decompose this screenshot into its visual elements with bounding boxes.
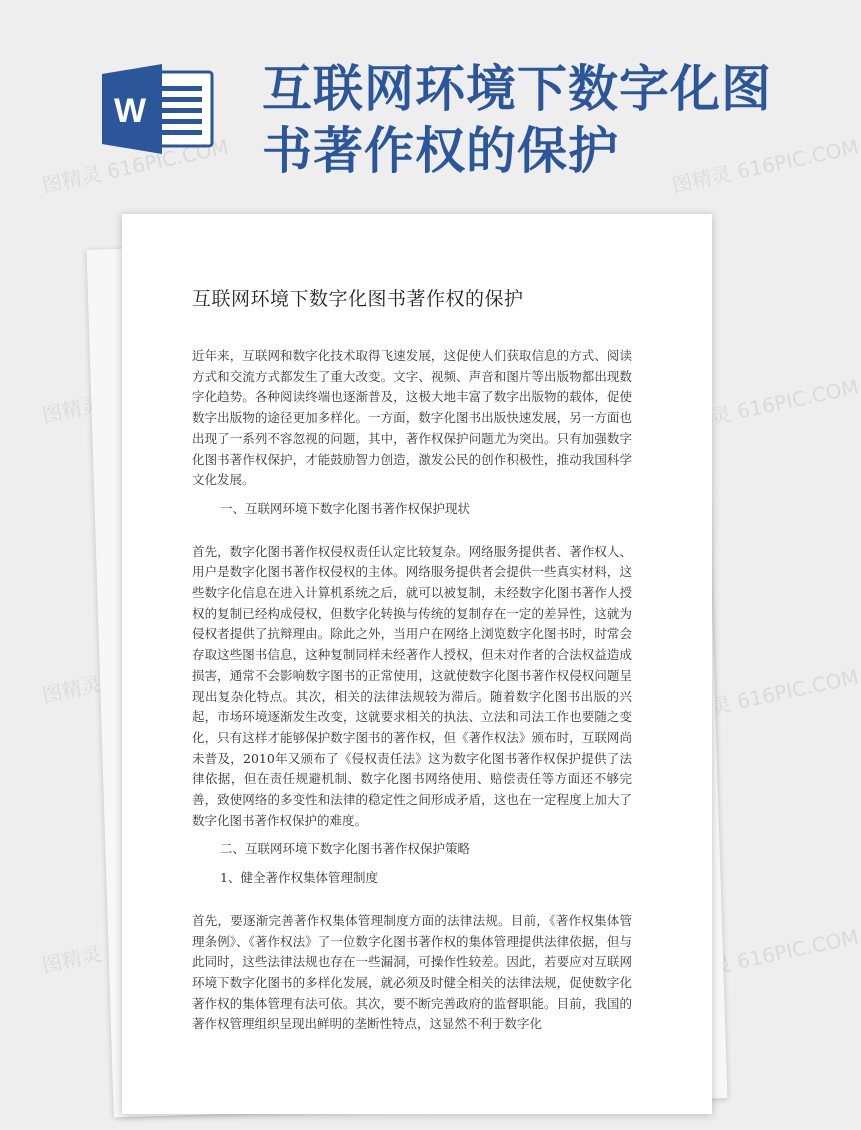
section-heading: 一、互联网环境下数字化图书著作权保护现状 <box>220 500 471 516</box>
watermark: 图精灵 <box>39 391 104 428</box>
watermark: 图精灵 616PIC.COM <box>669 664 861 728</box>
watermark: 图精灵 616PIC.COM <box>669 924 861 988</box>
watermark: 图精灵 <box>39 941 104 978</box>
intro-paragraph: 近年来，互联网和数字化技术取得飞速发展，这促使人们获取信息的方式、阅读方式和交流方式都发生了重大改变。文字、视频、声音和图片等出版物都出现数字化趋势。各种阅读终端也逐渐普及，这极大地丰富了数字出版物的载体，促使数字出版物的途径更加多样化。一方面，数字化图书出版快速发展，另一方面也出现了一系列不容忽视的问题，其中，著作权保护问题尤为突出。只有加强数字化图书著作权保护，才能鼓励智力创造，激发公民的创作积极性，推动我国科学文化发展。 <box>192 348 632 488</box>
banner-title: 互联网环境下数字化图书著作权的保护 <box>262 60 772 180</box>
section-heading: 二、互联网环境下数字化图书著作权保护策略 <box>220 841 471 857</box>
page-title: 互联网环境下数字化图书著作权的保护 <box>192 288 524 310</box>
document-body <box>192 346 632 1035</box>
section-paragraph: 首先，数字化图书著作权侵权责任认定比较复杂。网络服务提供者、著作权人、用户是数字化图书著作权侵权的主体。网络服务提供者会提供一些真实材料，这些数字化信息在进入计算机系统之后，就可以被复制，未经数字化图书著作人授权的复制已经构成侵权，但数字化转换与传统的复制存在一定的差异性，这就为侵权者提供了抗辩理由。除此之外，当用户在网络上浏览数字化图书时，时常会存取这些图书信息，这种复制同样未经著作人授权，但未对作者的合法权益造成损害，通常不会影响数字图书的正常使用，这就使数字化图书著作权侵权问题呈现出复杂化特点。其次，相关的法律法规较为滞后。随着数字化图书出版的兴起，市场环境逐渐发生改变，这就要求相关的执法、立法和司法工作也要随之变化，只有这样才能够保护数字图书的著作权，但《著作权法》颁布时，互联网尚未普及，2010年又颁布了《侵权责任法》这为数字化图书著作权保护提供了法律依据，但在责任规避机制、数字化图书网络使用、赔偿责任等方面还不够完善，致使网络的多变性和法律的稳定性之间形成矛盾，这也在一定程度上加大了数字化图书著作权保护的难度。 <box>192 543 632 828</box>
watermark: 图精灵 <box>39 671 104 708</box>
watermark: 图精灵 616PIC.COM <box>39 134 231 198</box>
document-page <box>122 214 712 1114</box>
subsection-heading: 1、健全著作权集体管理制度 <box>220 870 378 886</box>
banner <box>0 0 800 200</box>
watermark: 图精灵 616PIC.COM <box>669 374 861 438</box>
word-document-icon <box>100 64 218 154</box>
watermark: 图精灵 616PIC.COM <box>669 134 861 198</box>
svg-text:W: W <box>113 92 147 130</box>
subsection-paragraph: 首先，要逐渐完善著作权集体管理制度方面的法律法规。目前，《著作权集体管理条例》、《著作权法》了一位数字化图书著作权的集体管理提供法律依据，但与此同时，这些法律法规也存在一些漏洞，可操作性较差。因此，若要应对互联网环境下数字化图书的多样化发展，就必须及时健全相关的法律法规，促使数字化著作权的集体管理有法可依。其次，要不断完善政府的监督职能。目前，我国的著作权管理组织呈现出鲜明的垄断性特点，这显然不利于数字化 <box>192 912 632 1032</box>
